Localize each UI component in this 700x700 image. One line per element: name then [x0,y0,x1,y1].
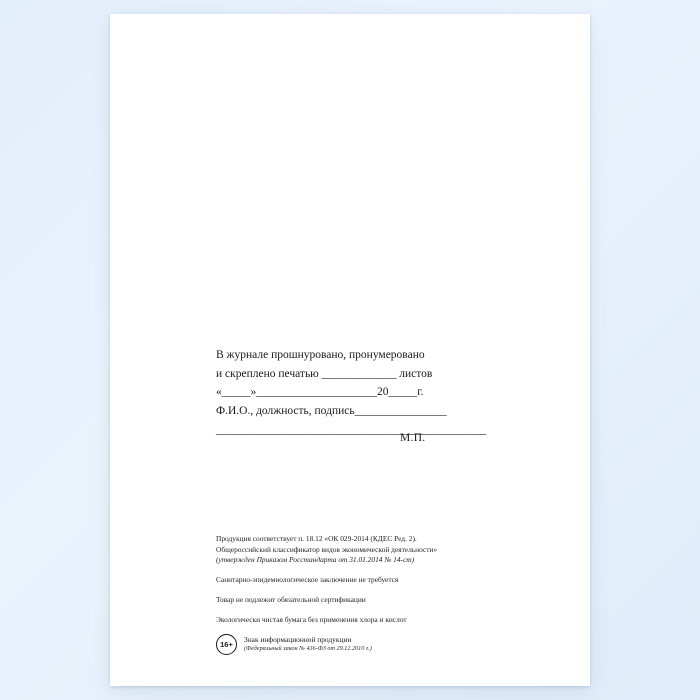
seal-place-mark: М.П. [400,432,426,444]
age-rating-title: Знак информационной продукции [244,634,352,644]
legal-paragraph-classifier [216,534,556,566]
attestation-block [216,346,546,439]
document-page [110,14,590,686]
age-rating-icon: 16+ [216,634,237,655]
attestation-line-2: и скреплено печатью _____________ листов [216,367,433,380]
age-rating-text [244,635,372,654]
attestation-line-1: В журнале прошнуровано, пронумеровано [216,349,425,361]
legal-classifier-line-2: Общероссийский классификатор видов экономической деятельности» [216,544,438,554]
legal-notices-block [216,534,556,625]
attestation-blank-line: _______________________________________________ [216,423,487,436]
age-rating-row [216,634,556,655]
attestation-date-line: «_____»_____________________20_____г. [216,386,424,399]
age-rating-subtitle: (Федеральный закон № 436-ФЗ от 29.12.2010 г.) [244,645,372,653]
attestation-signature-line: Ф.И.О., должность, подпись________________ [216,404,447,417]
legal-classifier-line-3: (утвержден Приказом Росстандарта от 31.01.2014 № 14-ст) [216,555,415,565]
legal-paragraph-certification: Товар не подлежит обязательной сертификации [216,594,366,604]
legal-paragraph-ecology: Экологически чистая бумага без применения хлора и кислот [216,614,407,624]
legal-classifier-line-1: Продукция соответствует п. 18.12 «ОК 029-2014 (КДЕС Ред. 2). [216,534,417,543]
legal-paragraph-sanitary: Санитарно-эпидемиологическое заключение не требуется [216,575,399,585]
